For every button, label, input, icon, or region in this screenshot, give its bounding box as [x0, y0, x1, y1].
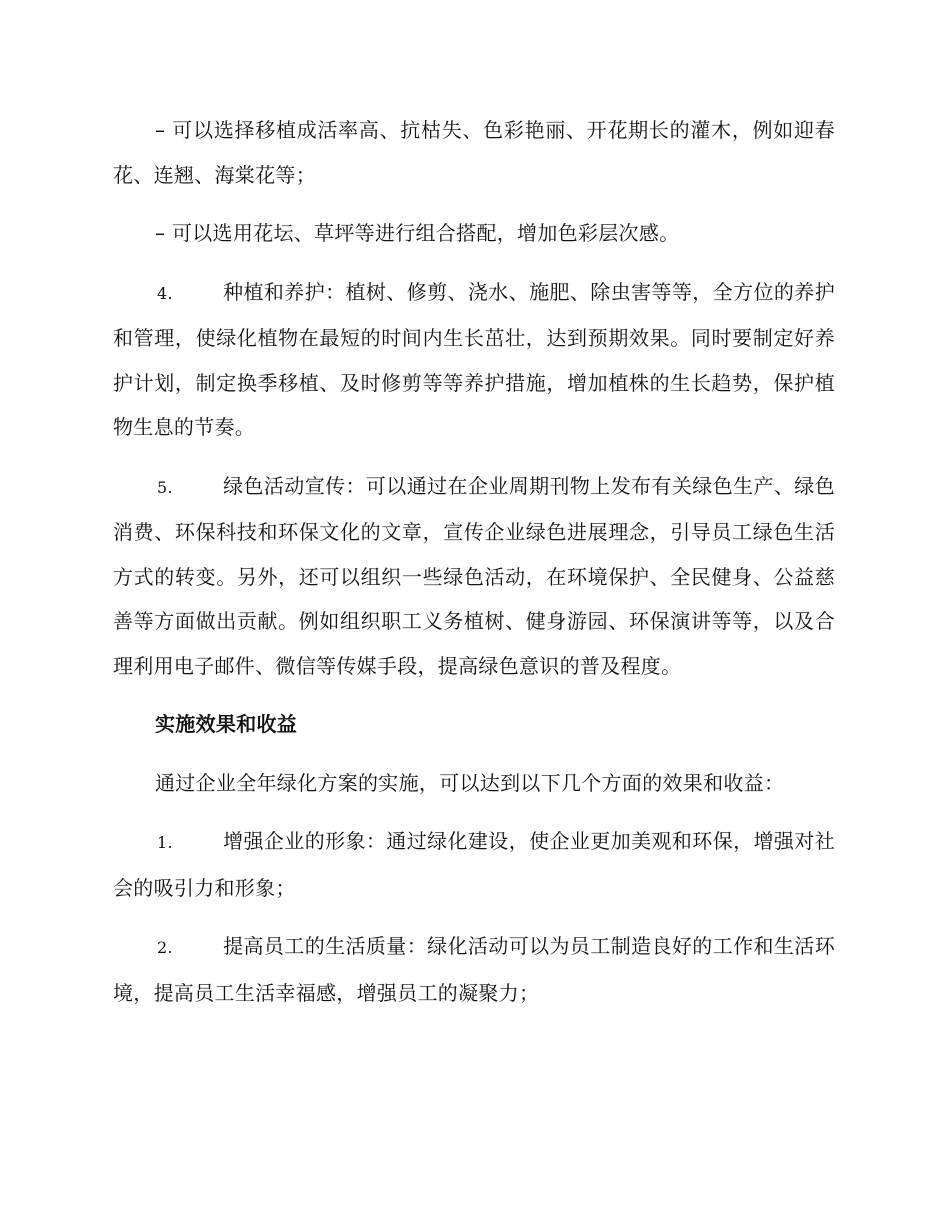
list-number: 4. — [157, 283, 173, 303]
numbered-paragraph-planting — [113, 270, 835, 450]
numbered-paragraph-image — [113, 819, 835, 910]
list-number: 2. — [157, 938, 173, 957]
body-paragraph-intro: 通过企业全年绿化方案的实施，可以达到以下几个方面的效果和收益： — [155, 770, 785, 795]
paragraph-text: 提高员工的生活质量：绿化活动可以为员工制造良好的工作和生活环境，提高员工生活幸福感，增强员工的凝聚力； — [113, 934, 835, 1005]
paragraph-text: 种植和养护：植树、修剪、浇水、施肥、除虫害等等，全方位的养护和管理，使绿化植物在最短的时间内生长茁壮，达到预期效果。同时要制定好养护计划，制定换季移植、及时修剪等等养护措施，增加植株的生长趋势，保护植物生息的节奏。 — [113, 279, 835, 439]
section-heading: 实施效果和收益 — [155, 712, 298, 736]
document-body — [113, 108, 835, 1029]
paragraph-text: 增强企业的形象：通过绿化建设，使企业更加美观和环保，增强对社会的吸引力和形象； — [113, 829, 835, 900]
numbered-paragraph-promotion — [113, 464, 835, 689]
list-number: 1. — [157, 833, 173, 852]
paragraph-text: 绿色活动宣传：可以通过在企业周期刊物上发布有关绿色生产、绿色消费、环保科技和环保文化的文章，宣传企业绿色进展理念，引导员工绿色生活方式的转变。另外，还可以组织一些绿色活动，在环境保护、全民健身、公益慈善等方面做出贡献。例如组织职工义务植树、健身游园、环保演讲等等，以及合理利用电子邮件、微信等传媒手段，提高绿色意识的普及程度。 — [113, 473, 835, 678]
numbered-paragraph-quality — [113, 924, 835, 1015]
bullet-paragraph-flowerbeds: – 可以选用花坛、草坪等进行组合搭配，增加色彩层次感。 — [155, 221, 680, 245]
bullet-paragraph-shrubs: – 可以选择移植成活率高、抗枯失、色彩艳丽、开花期长的灌木，例如迎春花、连翘、海棠花等； — [113, 118, 835, 187]
list-number: 5. — [157, 477, 173, 497]
